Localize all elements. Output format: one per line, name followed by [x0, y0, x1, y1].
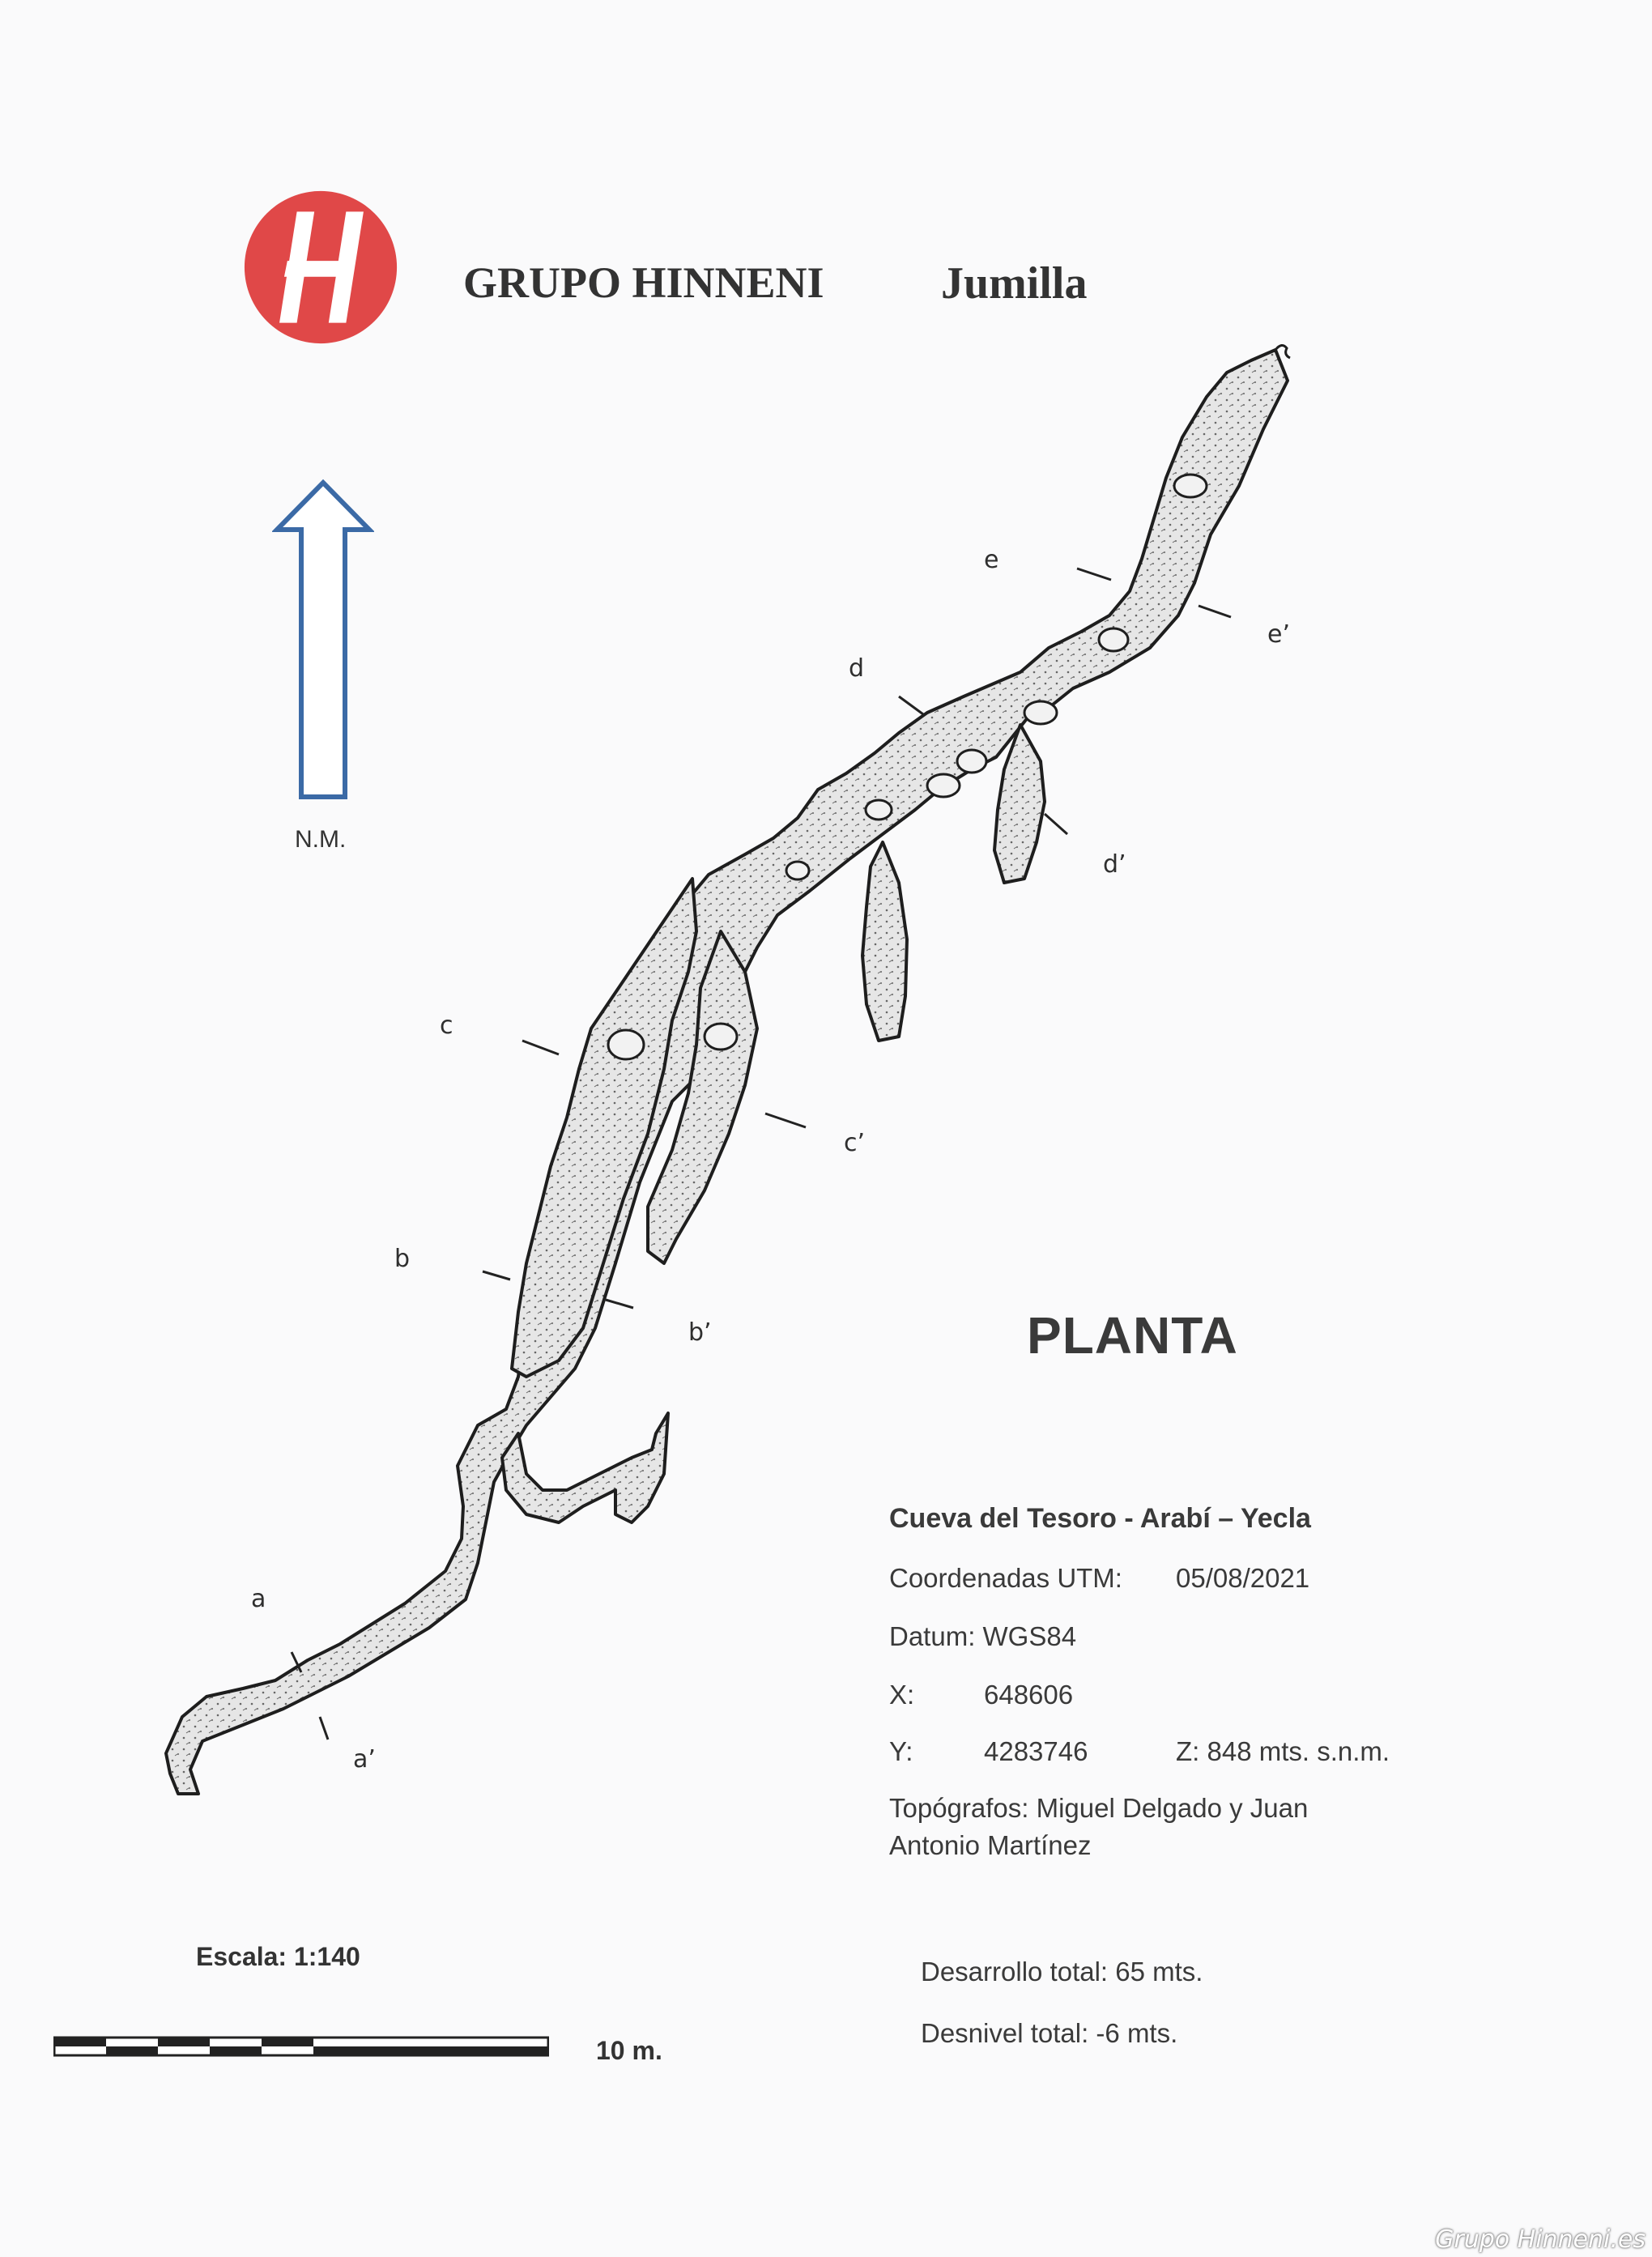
topographers-line2: Antonio Martínez — [889, 1830, 1092, 1860]
section-line-b — [483, 1271, 510, 1280]
section-line-eprime — [1199, 606, 1231, 617]
cave-branch-d — [862, 842, 907, 1041]
section-line-e — [1077, 569, 1111, 580]
section-label-a: a — [251, 1585, 266, 1613]
section-line-c — [522, 1041, 559, 1054]
section-line-d — [899, 696, 923, 714]
x-value: 648606 — [984, 1680, 1074, 1710]
town-title: Jumilla — [941, 258, 1088, 309]
datum: Datum: WGS84 — [889, 1621, 1077, 1651]
cave-name: Cueva del Tesoro - Arabí – Yecla — [889, 1503, 1311, 1534]
scale-length: 10 m. — [596, 2036, 662, 2065]
coords-label: Coordenadas UTM: — [889, 1563, 1122, 1593]
survey-date: 05/08/2021 — [1176, 1563, 1310, 1593]
section-label-e: e — [984, 546, 999, 574]
section-label-b: b — [394, 1245, 411, 1273]
section-label-eprime: e’ — [1267, 620, 1290, 649]
x-label: X: — [889, 1680, 915, 1710]
scale-label: Escala: 1:140 — [196, 1942, 360, 1971]
section-label-bprime: b’ — [688, 1318, 712, 1347]
section-label-dprime: d’ — [1103, 850, 1126, 879]
section-label-aprime: a’ — [353, 1745, 376, 1774]
total-depth: Desnivel total: -6 mts. — [921, 2018, 1178, 2048]
total-development: Desarrollo total: 65 mts. — [921, 1957, 1203, 1987]
north-label: N.M. — [295, 826, 347, 853]
section-line-bprime — [606, 1300, 633, 1308]
scale-bar — [53, 2034, 549, 2059]
section-line-dprime — [1045, 814, 1067, 834]
z-value: Z: 848 mts. s.n.m. — [1176, 1736, 1390, 1766]
watermark: Grupo Hinneni.es — [1435, 2225, 1646, 2254]
y-value: 4283746 — [984, 1736, 1088, 1766]
section-line-cprime — [765, 1114, 806, 1127]
section-label-c: c — [440, 1011, 453, 1040]
section-label-d: d — [849, 654, 865, 683]
y-label: Y: — [889, 1736, 913, 1766]
topographers-line1: Topógrafos: Miguel Delgado y Juan — [889, 1793, 1309, 1823]
view-title: PLANTA — [1027, 1306, 1238, 1365]
group-title: GRUPO HINNENI — [463, 258, 824, 307]
cave-branch-lower — [502, 1413, 668, 1522]
section-line-aprime — [320, 1717, 328, 1740]
section-label-cprime: c’ — [844, 1129, 866, 1157]
